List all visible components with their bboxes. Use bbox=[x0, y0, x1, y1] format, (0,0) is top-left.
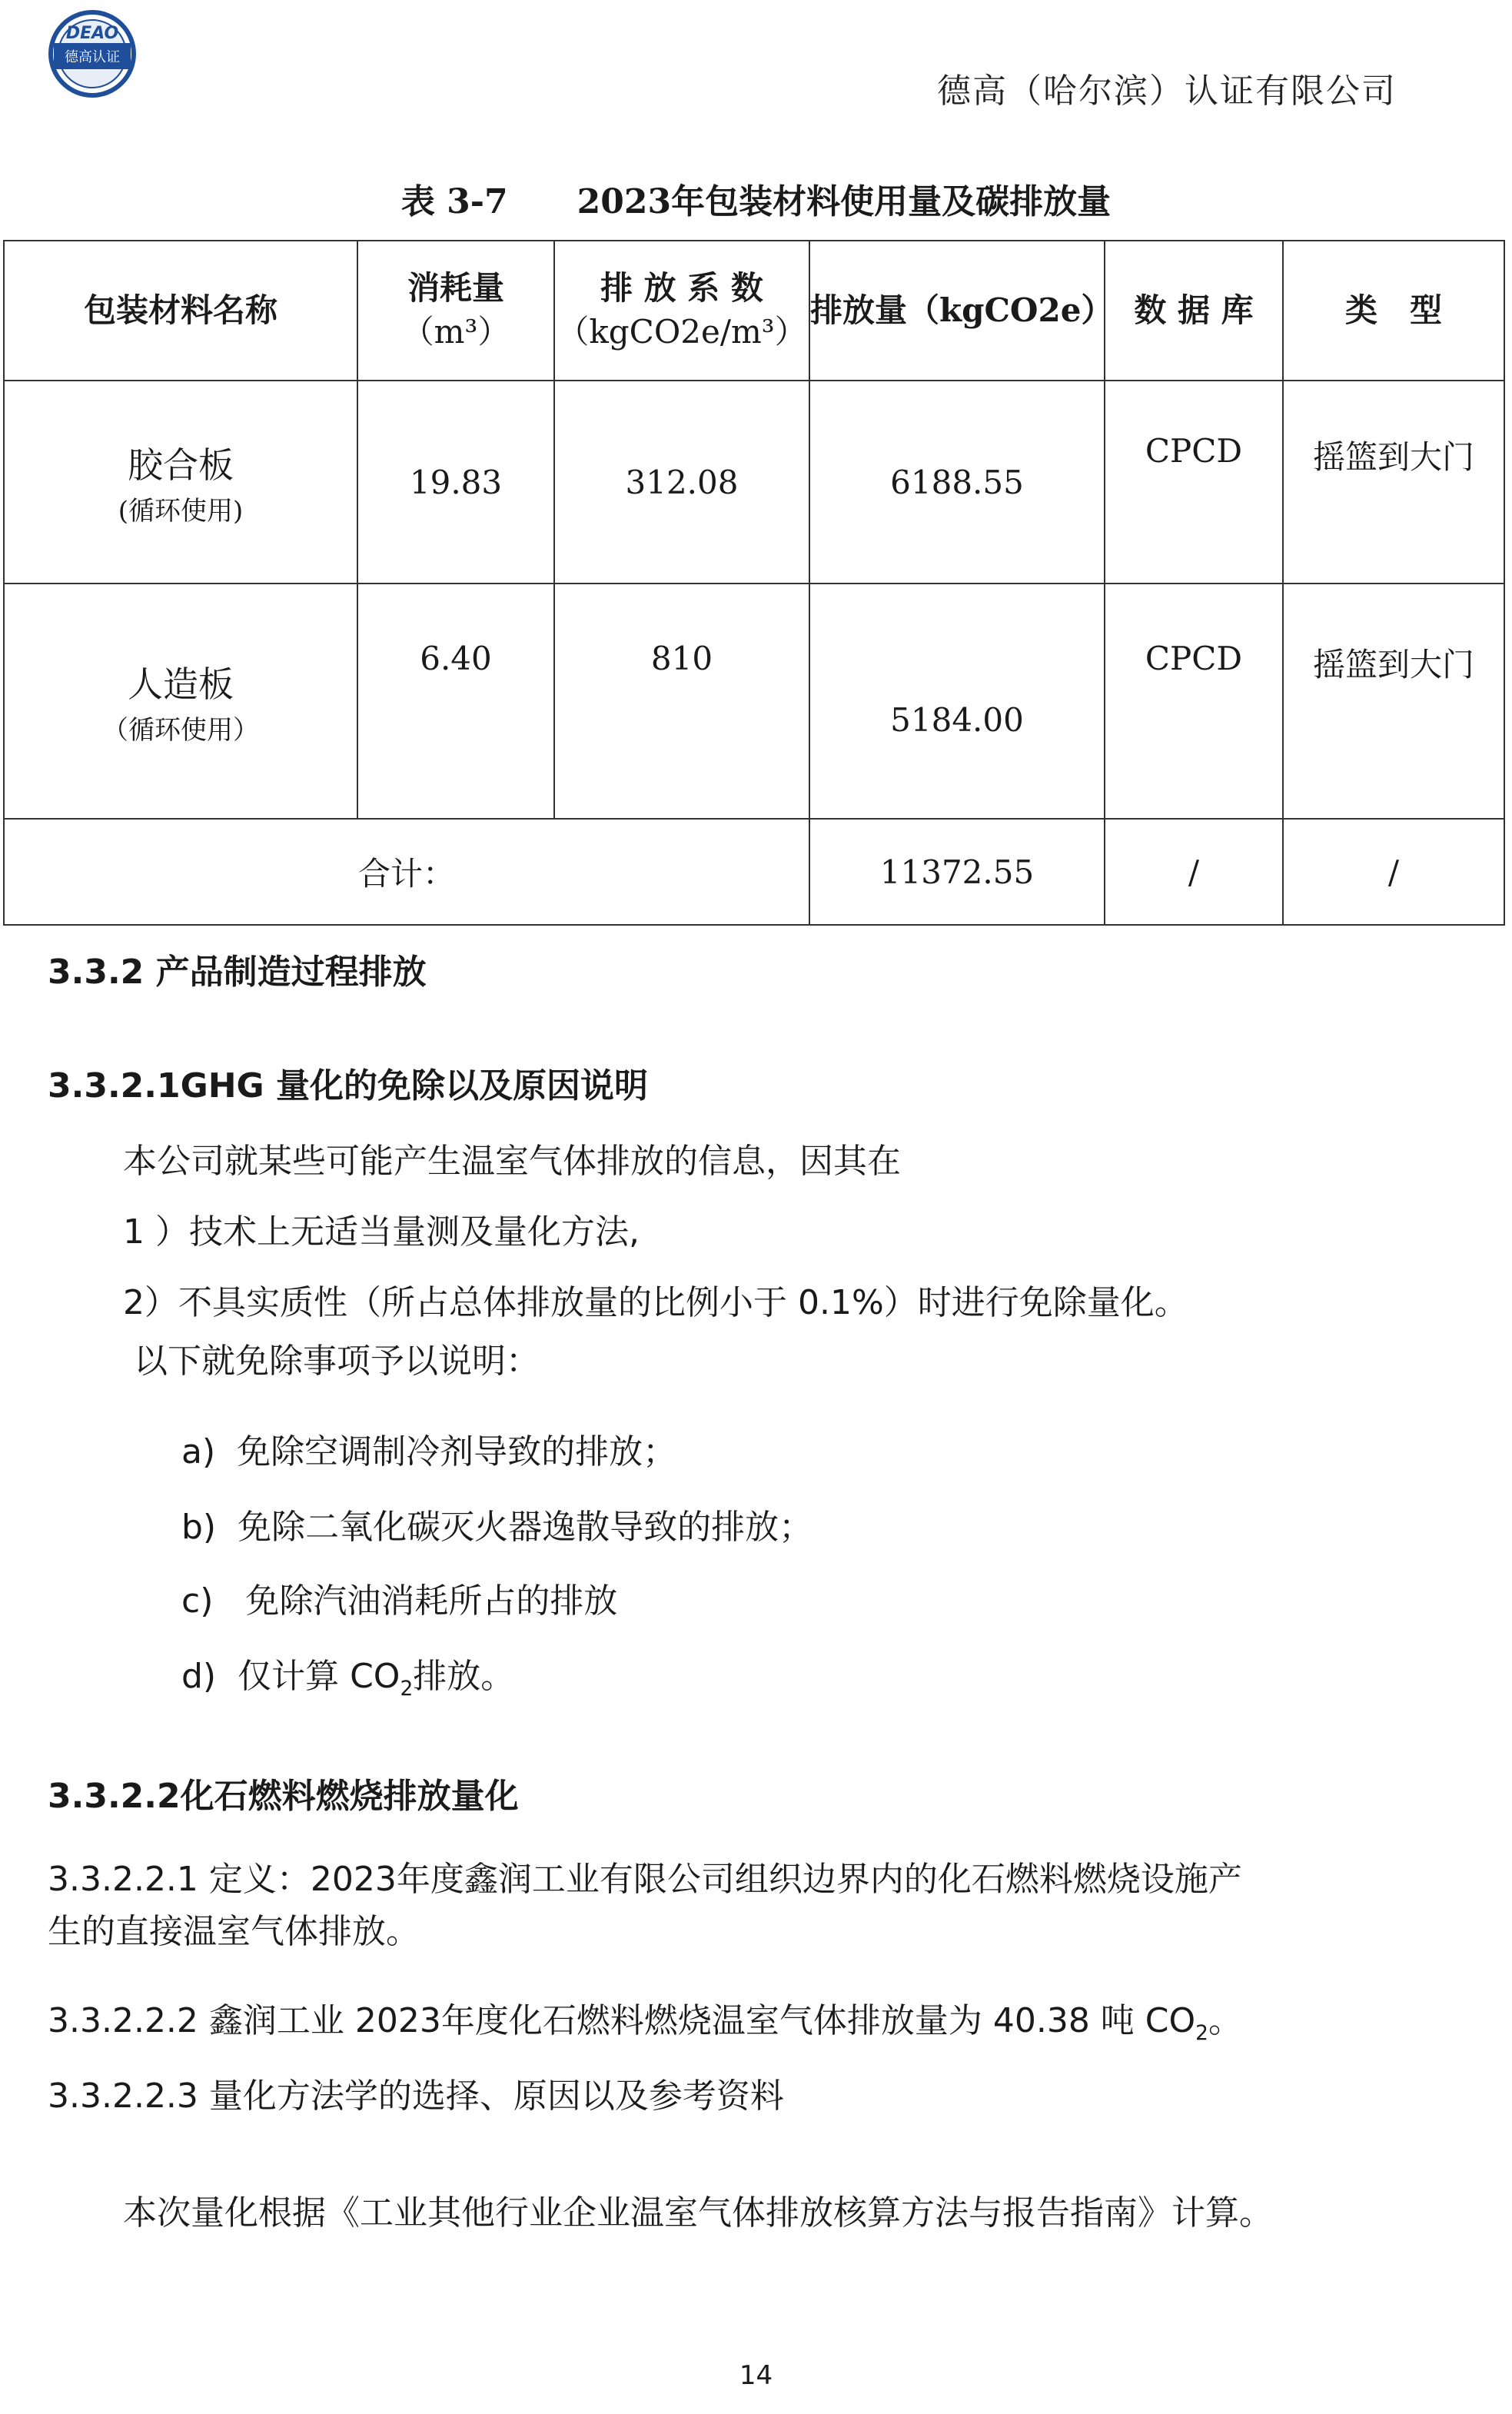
header-factor: 排 放 系 数 （kgCO2e/m³） bbox=[554, 241, 809, 381]
header-database: 数 据 库 bbox=[1105, 241, 1283, 381]
header-emission: 排放量（kgCO2e） bbox=[809, 241, 1105, 381]
row-factor: 312.08 bbox=[554, 381, 809, 584]
paragraph-reference: 本次量化根据《工业其他行业企业温室气体排放核算方法与报告指南》计算。 bbox=[123, 2193, 1273, 2233]
header-name: 包装材料名称 bbox=[4, 241, 357, 381]
list-item: d) 仅计算 $CO_2$排放。 bbox=[181, 1657, 515, 1701]
row-name: 胶合板 (循环使用) bbox=[4, 381, 357, 584]
table-caption bbox=[0, 174, 1512, 223]
row-type: 摇篮到大门 bbox=[1283, 584, 1504, 819]
row-factor: 810 bbox=[554, 584, 809, 819]
table-row bbox=[4, 381, 1504, 584]
header-consumption: 消耗量 （m³） bbox=[357, 241, 554, 381]
table-title: 2023年包装材料使用量及碳排放量 bbox=[577, 182, 1112, 221]
total-type: / bbox=[1283, 819, 1504, 925]
header-type: 类 型 bbox=[1283, 241, 1504, 381]
logo-subtext: 德高认证 bbox=[65, 49, 120, 65]
row-database: CPCD bbox=[1105, 381, 1283, 584]
paragraph-point-1: 1 ）技术上无适当量测及量化方法, bbox=[123, 1212, 640, 1252]
table-row bbox=[4, 584, 1504, 819]
table-total-row bbox=[4, 819, 1504, 925]
row-name: 人造板 （循环使用） bbox=[4, 584, 357, 819]
paragraph-methodology: 3.3.2.2.3 量化方法学的选择、原因以及参考资料 bbox=[48, 2077, 784, 2116]
row-emission: 5184.00 bbox=[809, 584, 1105, 819]
paragraph-definition-line2: 生的直接温室气体排放。 bbox=[48, 1912, 420, 1951]
paragraph-emission-total: 3.3.2.2.2 鑫润工业 2023年度化石燃料燃烧温室气体排放量为 40.38 吨 $CO_2$。 bbox=[48, 2001, 1242, 2045]
row-consumption: 19.83 bbox=[357, 381, 554, 584]
paragraph-definition-line1: 3.3.2.2.1 定义：2023年度鑫润工业有限公司组织边界内的化石燃料燃烧设施产 bbox=[48, 1860, 1242, 1899]
total-label: 合计： bbox=[4, 819, 809, 925]
list-item: b) 免除二氧化碳灭火器逸散导致的排放； bbox=[181, 1508, 813, 1547]
row-emission: 6188.55 bbox=[809, 381, 1105, 584]
row-database: CPCD bbox=[1105, 584, 1283, 819]
row-consumption: 6.40 bbox=[357, 584, 554, 819]
list-item: c) 免除汽油消耗所占的排放 bbox=[181, 1581, 618, 1621]
list-item: a) 免除空调制冷剂导致的排放； bbox=[181, 1432, 677, 1471]
paragraph-intro: 本公司就某些可能产生温室气体排放的信息，因其在 bbox=[123, 1142, 901, 1181]
section-heading-3-3-2-1: 3.3.2.1GHG 量化的免除以及原因说明 bbox=[48, 1066, 648, 1106]
company-name: 德高（哈尔滨）认证有限公司 bbox=[937, 71, 1397, 111]
company-logo bbox=[48, 9, 137, 98]
page-number: 14 bbox=[739, 2360, 773, 2391]
table-header-row bbox=[4, 241, 1504, 381]
logo-text: DEAO bbox=[65, 24, 119, 43]
row-type: 摇篮到大门 bbox=[1283, 381, 1504, 584]
section-heading-3-3-2-2: 3.3.2.2化石燃料燃烧排放量化 bbox=[48, 1777, 519, 1816]
section-heading-3-3-2: 3.3.2 产品制造过程排放 bbox=[48, 953, 427, 992]
paragraph-point-2: 2）不具实质性（所占总体排放量的比例小于 0.1%）时进行免除量化。 bbox=[123, 1283, 1188, 1322]
total-emission: 11372.55 bbox=[809, 819, 1105, 925]
packaging-table bbox=[3, 240, 1505, 926]
table-number: 表 3-7 bbox=[400, 182, 508, 221]
paragraph-explain: 以下就免除事项予以说明： bbox=[134, 1342, 540, 1381]
total-database: / bbox=[1105, 819, 1283, 925]
